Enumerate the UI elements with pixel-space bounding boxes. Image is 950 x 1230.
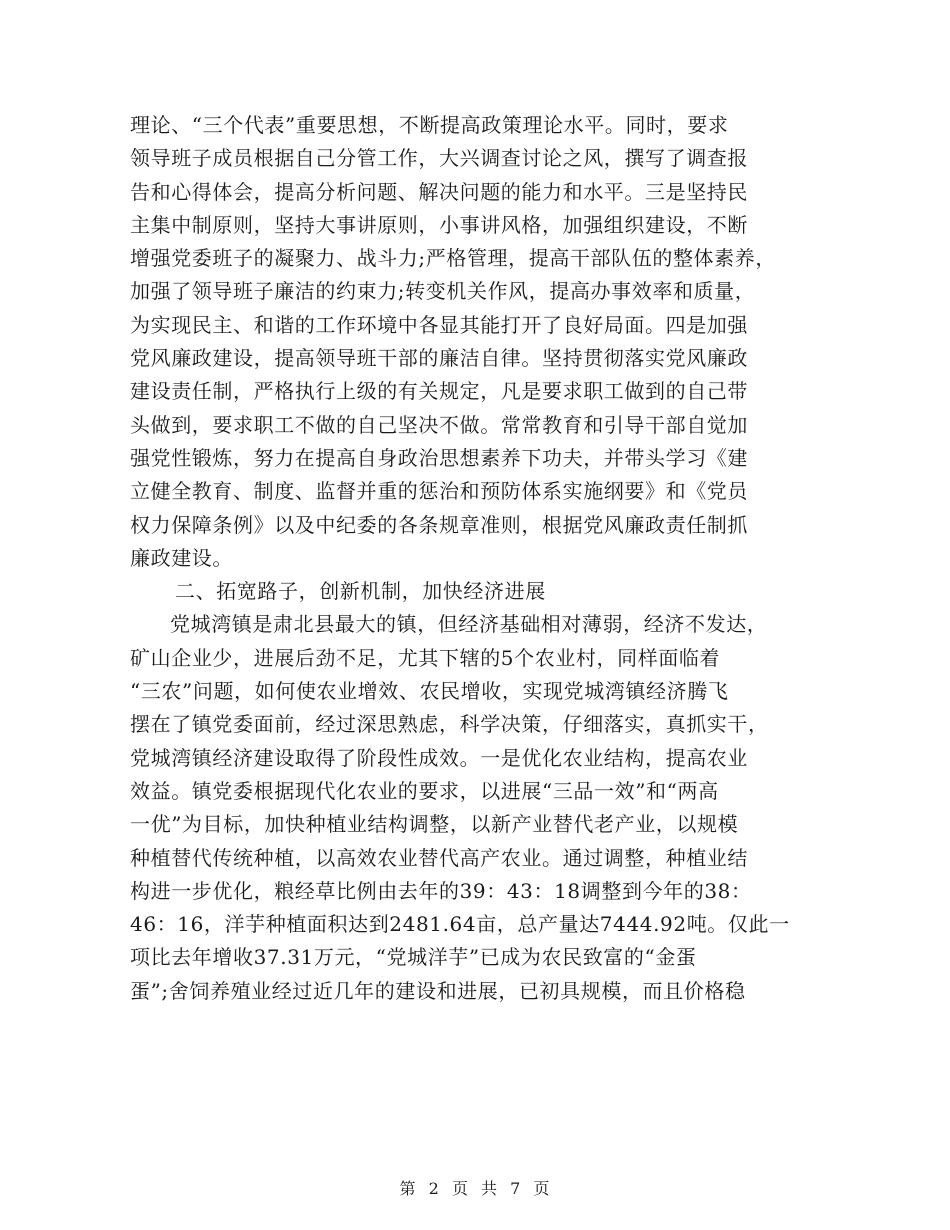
text-line: 权力保障条例》以及中纪委的各条规章准则，根据党风廉政责任制抓 xyxy=(130,512,748,537)
text-line: 为实现民主、和谐的工作环境中各显其能打开了良好局面。四是加强 xyxy=(130,312,748,337)
text-line: 党风廉政建设，提高领导班干部的廉洁自律。坚持贯彻落实党风廉政 xyxy=(130,346,748,371)
text-line: 告和心得体会，提高分析问题、解决问题的能力和水平。三是坚持民 xyxy=(130,179,748,204)
section-heading: 二、拓宽路子，创新机制，加快经济进展 xyxy=(175,579,546,604)
page-footer xyxy=(0,1176,950,1199)
current-page-number: 2 xyxy=(428,1179,440,1198)
total-unit: 页 xyxy=(533,1179,551,1198)
text-line: 蛋”;舍饲养殖业经过近几年的建设和进展，已初具规模，而且价格稳 xyxy=(130,978,746,1003)
text-line: 头做到，要求职工不做的自己坚决不做。常常教育和引导干部自觉加 xyxy=(130,412,748,437)
text-line: 46：16，洋芋种植面积达到2481.64亩，总产量达7444.92吨。仅此一 xyxy=(130,912,790,937)
text-line: 廉政建设。 xyxy=(130,545,233,570)
text-line: 强党性锻炼，努力在提高自身政治思想素养下功夫，并带头学习《建 xyxy=(130,445,748,470)
page-label: 第 xyxy=(399,1179,417,1198)
total-label: 共 xyxy=(481,1179,499,1198)
text-line: 构进一步优化，粮经草比例由去年的39：43：18调整到今年的38： xyxy=(130,878,752,903)
page-unit: 页 xyxy=(451,1179,469,1198)
text-line: 种植替代传统种植，以高效农业替代高产农业。通过调整，种植业结 xyxy=(130,845,748,870)
total-page-count: 7 xyxy=(510,1179,522,1198)
text-line: “三农”问题，如何使农业增效、农民增收，实现党城湾镇经济腾飞 xyxy=(130,679,729,704)
text-line: 一优”为目标，加快种植业结构调整，以新产业替代老产业，以规模 xyxy=(130,812,739,837)
text-line: 项比去年增收37.31万元，“党城洋芋”已成为农民致富的“金蛋 xyxy=(130,945,697,970)
text-line: 立健全教育、制度、监督并重的惩治和预防体系实施纲要》和《党员 xyxy=(130,479,748,504)
text-line: 矿山企业少，进展后劲不足，尤其下辖的5个农业村，同样面临着 xyxy=(130,645,721,670)
text-line: 党城湾镇经济建设取得了阶段性成效。一是优化农业结构，提高农业 xyxy=(130,745,748,770)
text-line: 领导班子成员根据自己分管工作，大兴调查讨论之风，撰写了调查报 xyxy=(130,146,748,171)
text-line: 党城湾镇是肃北县最大的镇，但经济基础相对薄弱，经济不发达， xyxy=(170,612,768,637)
text-line: 增强党委班子的凝聚力、战斗力;严格管理，提高干部队伍的整体素养， xyxy=(130,246,776,271)
text-line: 理论、“三个代表”重要思想，不断提高政策理论水平。同时，要求 xyxy=(130,113,729,137)
text-line: 摆在了镇党委面前，经过深思熟虑，科学决策，仔细落实，真抓实干， xyxy=(130,712,769,737)
text-line: 效益。镇党委根据现代化农业的要求，以进展“三品一效”和“两高 xyxy=(130,778,719,803)
document-body xyxy=(130,109,830,1008)
text-line: 建设责任制，严格执行上级的有关规定，凡是要求职工做到的自己带 xyxy=(130,379,748,404)
text-line: 主集中制原则，坚持大事讲原则，小事讲风格，加强组织建设，不断 xyxy=(130,212,748,237)
text-line: 加强了领导班子廉洁的约束力;转变机关作风，提高办事效率和质量， xyxy=(130,279,756,304)
